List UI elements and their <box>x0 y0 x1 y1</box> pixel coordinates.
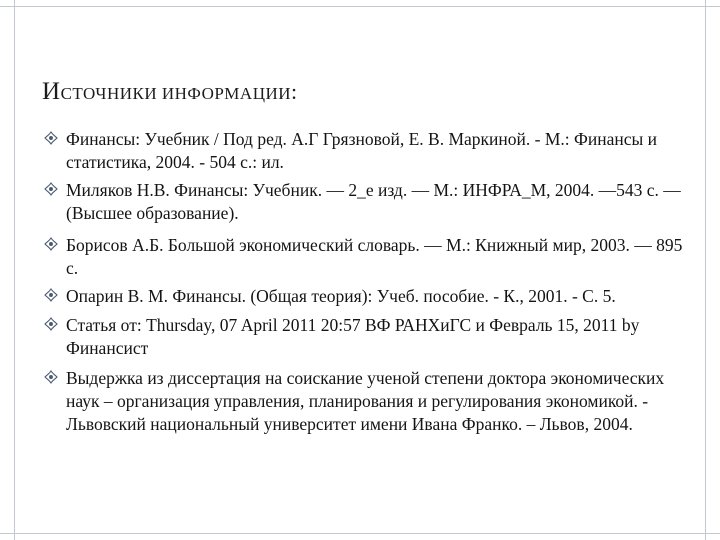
fleuron-bullet-icon <box>44 182 58 196</box>
source-text: Борисов А.Б. Большой экономический словарь. — М.: Книжный мир, 2003. — 895 с. <box>66 235 683 278</box>
source-item <box>36 234 696 280</box>
source-item <box>36 285 696 308</box>
source-text: Статья от: Thursday, 07 April 2011 20:57 ВФ РАНХиГС и Февраль 15, 2011 by Финансист <box>66 315 640 358</box>
title-colon: : <box>291 79 298 104</box>
source-text: Опарин В. М. Финансы. (Общая теория): Учеб. пособие. - К., 2001. - С. 5. <box>66 286 616 306</box>
title-rest: СТОЧНИКИ ИНФОРМАЦИИ <box>60 84 292 103</box>
slide-title <box>42 78 298 106</box>
source-text: Финансы: Учебник / Под ред. А.Г Грязновой, Е. В. Маркиной. - М.: Финансы и статистика, 2004. - 504 с.: ил. <box>66 129 657 172</box>
source-item <box>36 179 696 225</box>
fleuron-bullet-icon <box>44 131 58 145</box>
fleuron-bullet-icon <box>44 370 58 384</box>
source-text: Выдержка из диссертация на соискание ученой степени доктора экономических наук – организация управления, планирования и регулирования экономикой. - Львовский национальный университет имени Ивана Франко. – Львов, 2004. <box>66 368 665 434</box>
source-item <box>36 367 696 436</box>
sources-list <box>36 128 696 436</box>
fleuron-bullet-icon <box>44 237 58 251</box>
title-initial: И <box>42 78 61 105</box>
source-item <box>36 128 696 174</box>
fleuron-bullet-icon <box>44 317 58 331</box>
source-text: Миляков Н.В. Финансы: Учебник. — 2_е изд. — М.: ИНФРА_М, 2004. —543 с. — (Высшее образование). <box>66 180 681 223</box>
source-item <box>36 314 696 360</box>
fleuron-bullet-icon <box>44 288 58 302</box>
